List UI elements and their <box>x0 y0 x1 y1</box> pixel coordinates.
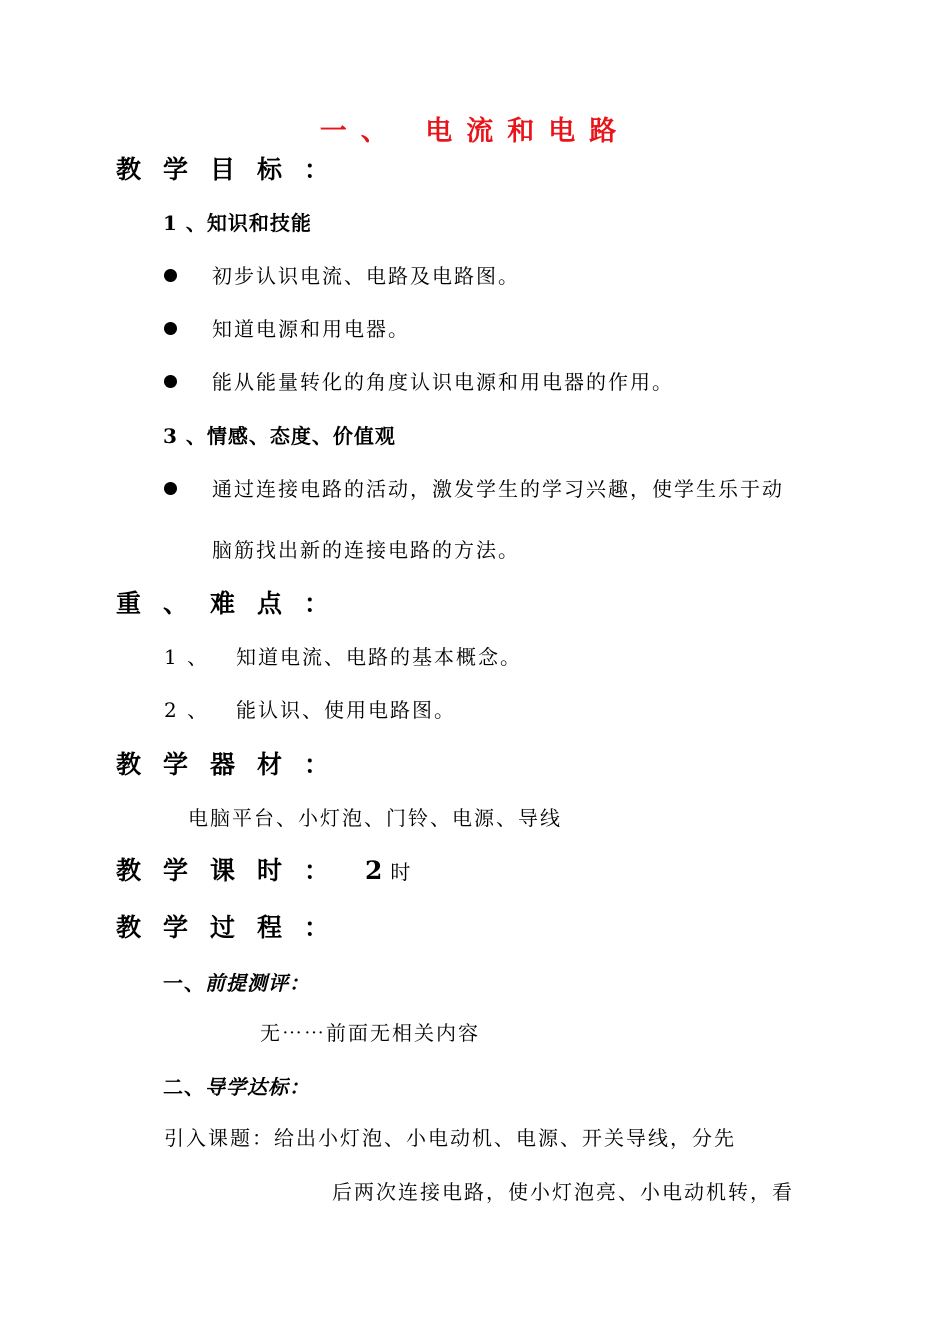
objectives-heading: 教学目标： <box>116 155 352 184</box>
objectives-subheading-knowledge: 1 、知识和技能 <box>163 211 312 235</box>
materials-heading: 教学器材： <box>116 750 352 779</box>
process-section-1-text: 无⋯⋯前面无相关内容 <box>260 1021 480 1045</box>
key-points-heading: 重、难点： <box>116 589 352 618</box>
objective-item-line2: 脑筋找出新的连接电路的方法。 <box>212 538 520 562</box>
objective-item: 初步认识电流、电路及电路图。 <box>212 264 520 288</box>
objective-item: 能从能量转化的角度认识电源和用电器的作用。 <box>212 370 674 394</box>
objectives-subheading-attitude: 3 、情感、态度、价值观 <box>163 424 396 448</box>
hours-unit: 时 <box>390 860 411 884</box>
section-title: 导学达标： <box>205 1075 310 1099</box>
objective-item: 知道电源和用电器。 <box>212 317 410 341</box>
materials-text: 电脑平台、小灯泡、门铃、电源、导线 <box>188 806 562 830</box>
process-section-2-line2: 后两次连接电路，使小灯泡亮、小电动机转，看 <box>332 1180 794 1204</box>
process-heading: 教学过程： <box>116 913 352 942</box>
hours-value: 2 <box>365 856 383 885</box>
section-title: 前提测评： <box>205 971 310 995</box>
objective-item-line1: 通过连接电路的活动，激发学生的学习兴趣，使学生乐于动 <box>212 477 784 501</box>
section-number: 二、 <box>163 1075 205 1099</box>
bullet-icon <box>164 322 177 335</box>
page-title: 一、 电流和电路 <box>319 116 631 147</box>
key-point-number: 1 、 <box>164 645 210 669</box>
hours-line <box>116 858 410 883</box>
bullet-icon <box>164 269 177 282</box>
bullet-icon <box>164 375 177 388</box>
section-number: 一、 <box>163 971 205 995</box>
process-section-2-heading <box>163 1077 310 1097</box>
key-point-text: 能认识、使用电路图。 <box>236 698 456 722</box>
hours-heading: 教学课时： <box>116 856 352 885</box>
key-point-number: 2 、 <box>164 698 210 722</box>
key-point-text: 知道电流、电路的基本概念。 <box>236 645 522 669</box>
process-section-1-heading <box>163 973 310 993</box>
process-section-2-line1: 引入课题：给出小灯泡、小电动机、电源、开关导线，分先 <box>164 1126 736 1150</box>
bullet-icon <box>164 482 177 495</box>
